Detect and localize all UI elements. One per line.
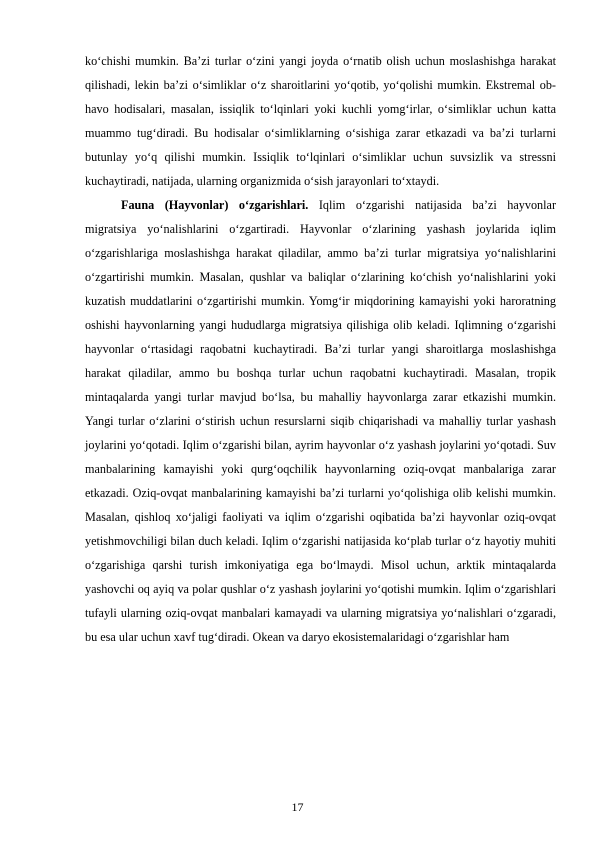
paragraph-fauna (85, 193, 556, 649)
paragraph-text: ko‘chishi mumkin. Ba’zi turlar o‘zini yangi joyda o‘rnatib olish uchun moslashishga harakat qilishadi, lekin ba’zi o‘simliklar o‘z sharoitlarini yo‘qotib, yo‘qolishi mumkin. Ekstremal ob-havo hodisalari, masalan, issiqlik to‘lqinlari yoki kuchli yomg‘irlar, o‘simliklar uchun katta muammo tug‘diradi. Bu hodisalar o‘simliklarning o‘sishiga zarar etkazadi va ba’zi turlarni butunlay yo‘q qilishi mumkin. Issiqlik to‘lqinlari o‘simliklar uchun suvsizlik va stressni kuchaytiradi, natijada, ularning organizmida o‘sish jarayonlari to‘xtaydi. (85, 54, 556, 188)
paragraph-continuation (85, 49, 556, 193)
section-heading: Fauna (Hayvonlar) o‘zgarishlari. (121, 198, 309, 212)
document-body (85, 49, 556, 649)
page-number: 17 (291, 800, 304, 814)
paragraph-text: Iqlim o‘zgarishi natijasida ba’zi hayvonlar migratsiya yo‘nalishlarini o‘zgartiradi. Hayvonlar o‘zlarining yashash joylarida iqlim o‘zgarishlariga moslashishga harakat qiladilar, ammo ba’zi turlar migratsiya yo‘nalishlarini o‘zgartirishi mumkin. Masalan, qushlar va baliqlar o‘zlarining ko‘chish yo‘nalishlarini yoki kuzatish muddatlarini o‘zgartirishi mumkin. Yomg‘ir miqdorining kamayishi yoki haroratning oshishi hayvonlarning yangi hududlarga migratsiya qilishiga olib keladi. Iqlimning o‘zgarishi hayvonlar o‘rtasidagi raqobatni kuchaytiradi. Ba’zi turlar yangi sharoitlarga moslashishga harakat qiladilar, ammo bu boshqa turlar uchun raqobatni kuchaytiradi. Masalan, tropik mintaqalarda yangi turlar mavjud bo‘lsa, bu mahalliy hayvonlarga zarar etkazishi mumkin. Yangi turlar o‘zlarini o‘stirish uchun resurslarni siqib chiqarishadi va mahalliy turlar yashash joylarini yo‘qotadi. Iqlim o‘zgarishi bilan, ayrim hayvonlar o‘z yashash joylarini yo‘qotadi. Suv manbalarining kamayishi yoki qurg‘oqchilik hayvonlarning oziq-ovqat manbalariga zarar etkazadi. Oziq-ovqat manbalarining kamayishi ba’zi turlarni yo‘qolishiga olib kelishi mumkin. Masalan, qishloq xo‘jaligi faoliyati va iqlim o‘zgarishi oqibatida ba’zi hayvonlar oziq-ovqat yetishmovchiligi bilan duch keladi. Iqlim o‘zgarishi natijasida ko‘plab turlar o‘z hayotiy muhiti o‘zgarishiga qarshi turish imkoniyatiga ega bo‘lmaydi. Misol uchun, arktik mintaqalarda yashovchi oq ayiq va polar qushlar o‘z yashash joylarini yo‘qotishi mumkin. Iqlim o‘zgarishlari tufayli ularning oziq-ovqat manbalari kamayadi va ularning migratsiya yo‘nalishlari o‘zgaradi, bu esa ular uchun xavf tug‘diradi. Okean va daryo ekosistemalaridagi o‘zgarishlar ham (85, 198, 557, 644)
